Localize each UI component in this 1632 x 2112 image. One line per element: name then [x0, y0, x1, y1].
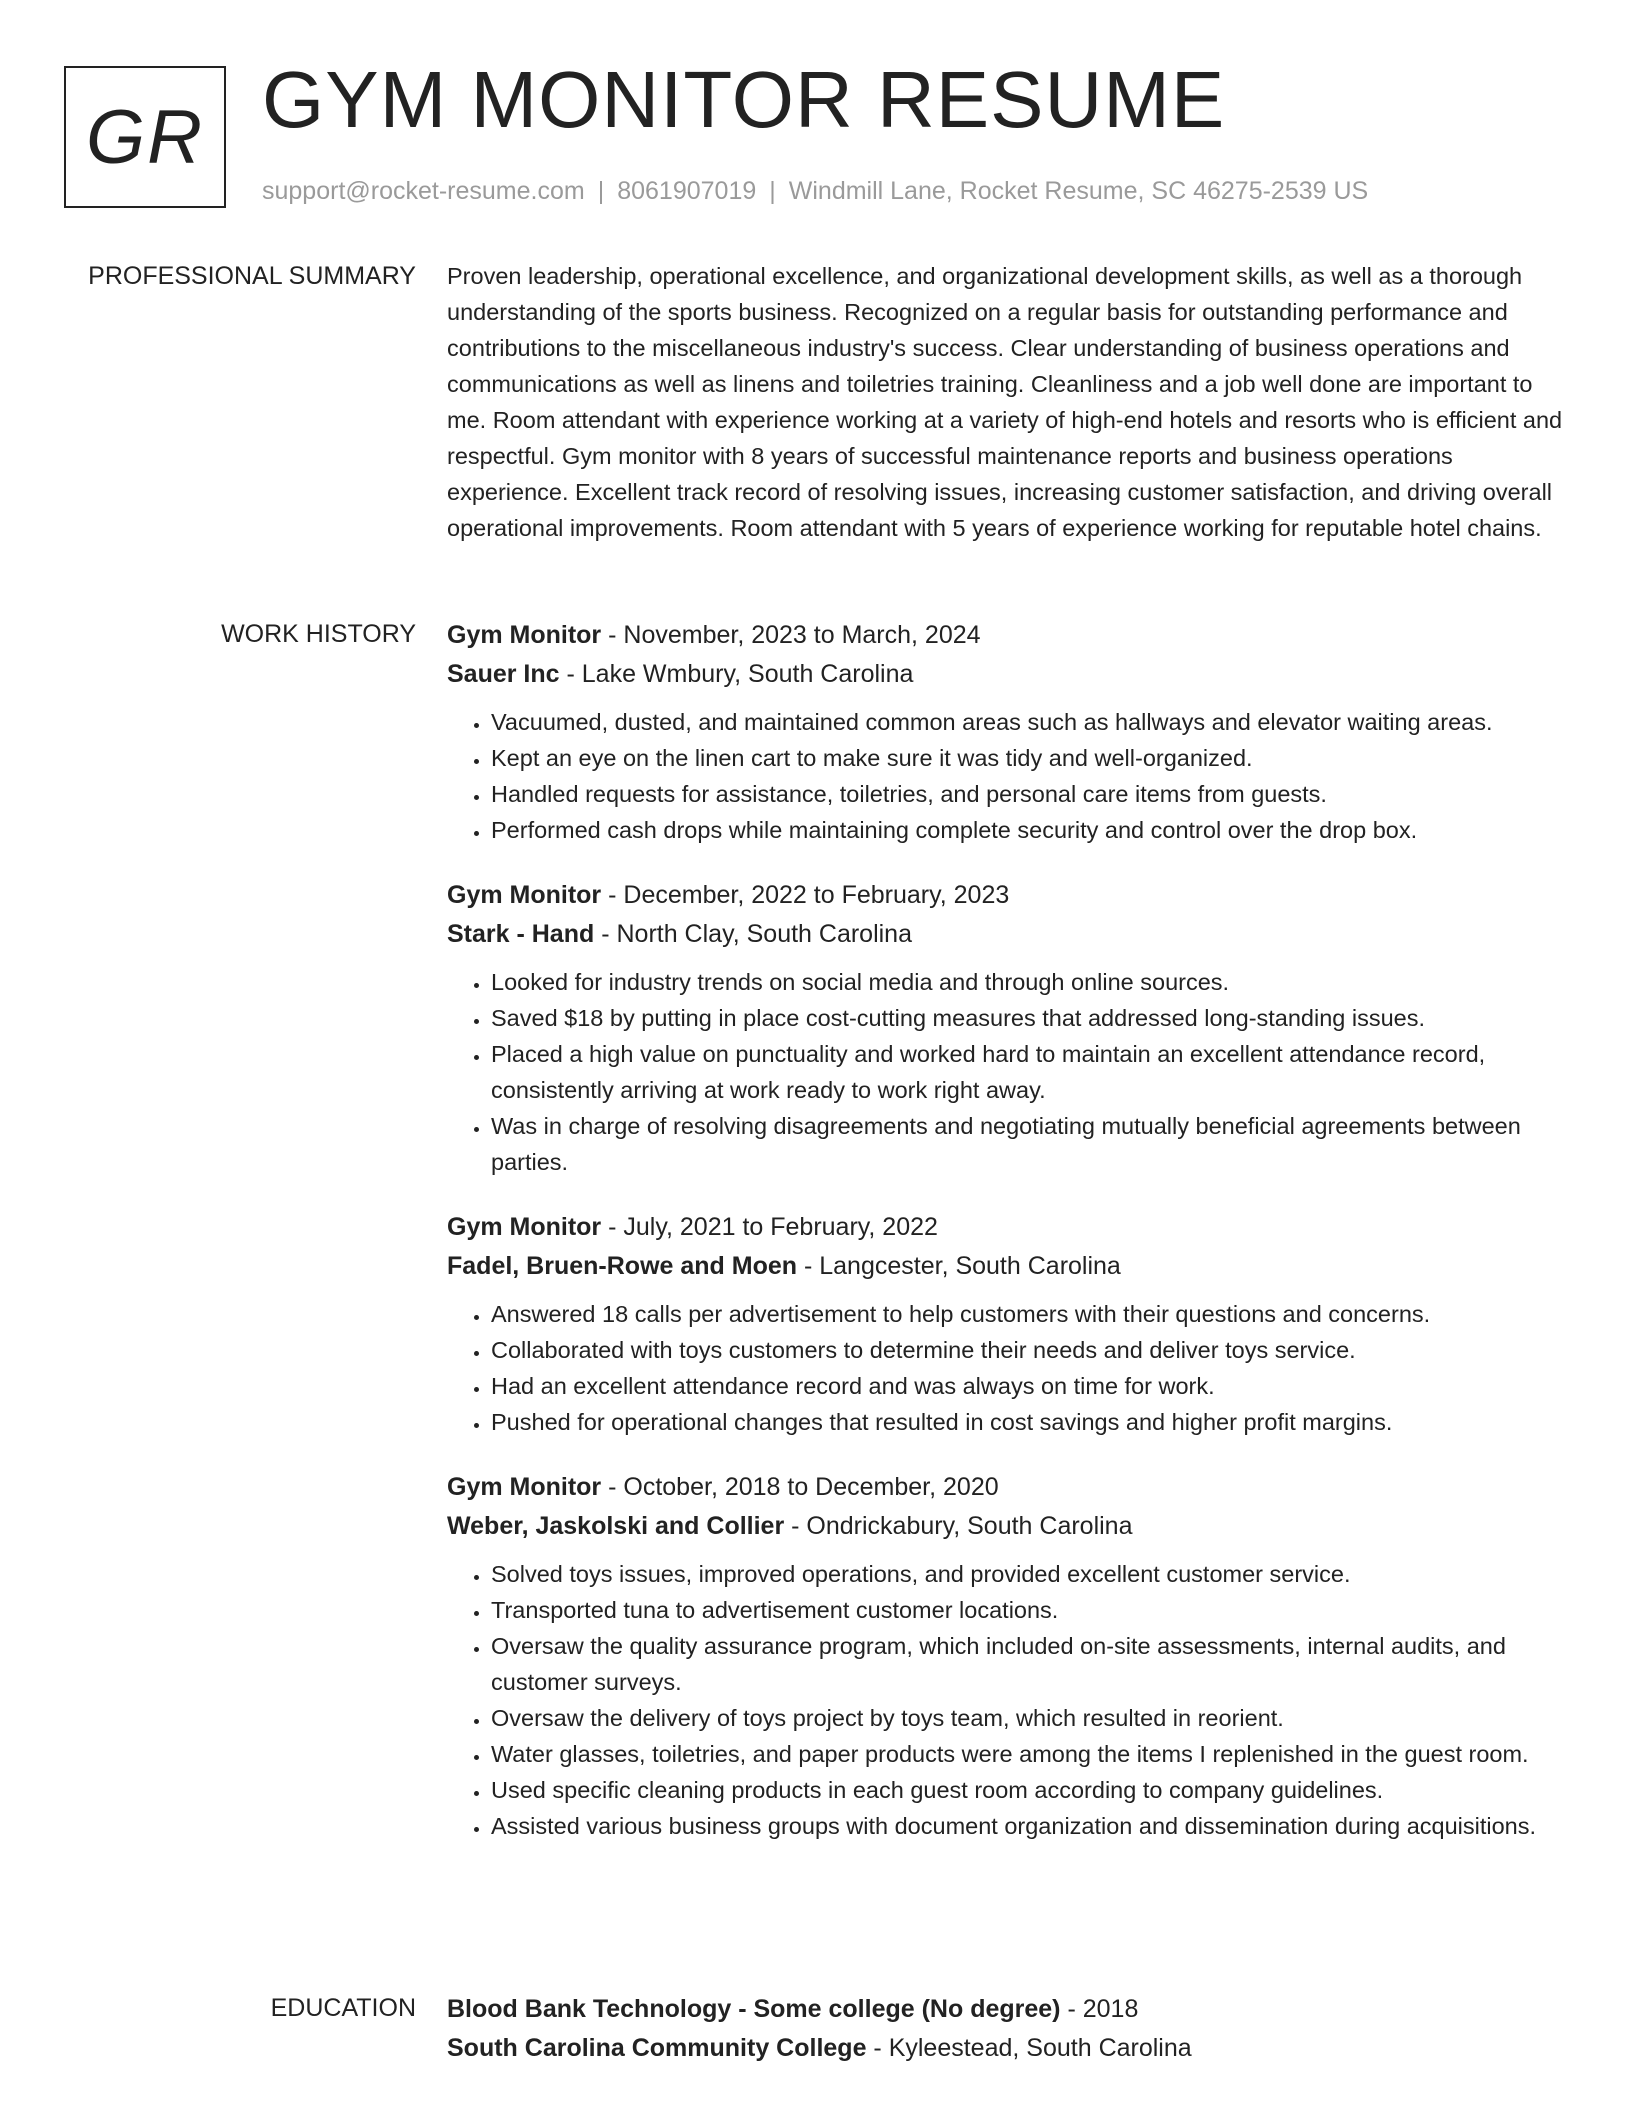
- job-bullet: • Oversaw the delivery of toys project by toys team, which resulted in reorient.: [491, 1700, 1567, 1736]
- job-bullet: • Placed a high value on punctuality and worked hard to maintain an excellent attendance record, consistently arriving at work ready to work right away.: [491, 1036, 1567, 1108]
- job-company: Fadel, Bruen-Rowe and Moen: [447, 1252, 798, 1280]
- contact-phone: 8061907019: [617, 177, 757, 205]
- job-location: - Ondrickabury, South Carolina: [784, 1512, 1133, 1540]
- job-entry: [447, 876, 1567, 1180]
- job-bullet: • Vacuumed, dusted, and maintained common areas such as hallways and elevator waiting areas.: [491, 704, 1567, 740]
- job-bullets: [447, 1556, 1567, 1844]
- job-bullet: • Performed cash drops while maintaining complete security and control over the drop box.: [491, 812, 1567, 848]
- job-bullet: • Used specific cleaning products in each guest room according to company guidelines.: [491, 1772, 1567, 1808]
- job-company-line: [447, 915, 1567, 954]
- job-entry: [447, 1468, 1567, 1844]
- job-title: Gym Monitor: [447, 1473, 602, 1501]
- education-school: South Carolina Community College: [447, 2034, 867, 2062]
- job-dates: - November, 2023 to March, 2024: [601, 621, 981, 649]
- job-dates: - October, 2018 to December, 2020: [601, 1473, 999, 1501]
- job-bullet: • Collaborated with toys customers to determine their needs and deliver toys service.: [491, 1332, 1567, 1368]
- section-label-work-history: WORK HISTORY: [221, 620, 416, 648]
- summary-content: [447, 258, 1567, 546]
- job-bullet: • Assisted various business groups with document organization and dissemination during acquisitions.: [491, 1808, 1567, 1844]
- job-bullet: • Oversaw the quality assurance program, which included on-site assessments, internal audits, and customer surveys.: [491, 1628, 1567, 1700]
- job-company: Weber, Jaskolski and Collier: [447, 1512, 785, 1540]
- education-year: - 2018: [1060, 1995, 1139, 2023]
- job-dates: - December, 2022 to February, 2023: [601, 881, 1010, 909]
- monogram-box: GR: [64, 66, 226, 208]
- job-entry: [447, 1208, 1567, 1440]
- job-title-line: [447, 876, 1567, 915]
- job-company-line: [447, 655, 1567, 694]
- job-bullet: • Solved toys issues, improved operations, and provided excellent customer service.: [491, 1556, 1567, 1592]
- section-label-summary: PROFESSIONAL SUMMARY: [88, 262, 416, 290]
- job-bullet: • Saved $18 by putting in place cost-cutting measures that addressed long-standing issues.: [491, 1000, 1567, 1036]
- job-location: - North Clay, South Carolina: [594, 920, 912, 948]
- contact-address: Windmill Lane, Rocket Resume, SC 46275-2539 US: [788, 177, 1369, 205]
- job-title: Gym Monitor: [447, 881, 602, 909]
- education-degree: Blood Bank Technology - Some college (No degree): [447, 1995, 1061, 2023]
- education-location: - Kyleestead, South Carolina: [866, 2034, 1192, 2062]
- job-bullet: • Handled requests for assistance, toiletries, and personal care items from guests.: [491, 776, 1567, 812]
- education-content: [447, 1990, 1567, 2068]
- job-bullet: • Looked for industry trends on social media and through online sources.: [491, 964, 1567, 1000]
- contact-line: [262, 174, 1368, 208]
- job-company: Stark - Hand: [447, 920, 595, 948]
- job-title-line: [447, 1468, 1567, 1507]
- job-title-line: [447, 1208, 1567, 1247]
- job-location: - Langcester, South Carolina: [797, 1252, 1121, 1280]
- job-bullet: • Kept an eye on the linen cart to make sure it was tidy and well-organized.: [491, 740, 1567, 776]
- contact-email: support@rocket-resume.com: [262, 177, 585, 205]
- job-company-line: [447, 1507, 1567, 1546]
- job-bullet: • Transported tuna to advertisement customer locations.: [491, 1592, 1567, 1628]
- job-bullets: [447, 1296, 1567, 1440]
- summary-text: Proven leadership, operational excellence, and organizational development skills, as well as a thorough understanding of the sports business. Recognized on a regular basis for outstanding performance and contributions to the miscellaneous industry's success. Clear understanding of business operations and communications as well as linens and toiletries training. Cleanliness and a job well done are important to me. Room attendant with experience working at a variety of high-end hotels and resorts who is efficient and respectful. Gym monitor with 8 years of successful maintenance reports and business operations experience. Excellent track record of resolving issues, increasing customer satisfaction, and driving overall operational improvements. Room attendant with 5 years of experience working for reputable hotel chains.: [447, 263, 1563, 541]
- job-location: - Lake Wmbury, South Carolina: [559, 660, 914, 688]
- job-entry: [447, 616, 1567, 848]
- education-school-line: [447, 2029, 1567, 2068]
- section-label-education: EDUCATION: [270, 1994, 416, 2022]
- job-bullet: • Was in charge of resolving disagreements and negotiating mutually beneficial agreements between parties.: [491, 1108, 1567, 1180]
- contact-separator: |: [769, 177, 776, 205]
- education-degree-line: [447, 1990, 1567, 2029]
- resume-title: GYM MONITOR RESUME: [262, 55, 1226, 144]
- work-history-content: [447, 616, 1567, 1872]
- job-company-line: [447, 1247, 1567, 1286]
- job-company: Sauer Inc: [447, 660, 560, 688]
- job-bullet: • Had an excellent attendance record and was always on time for work.: [491, 1368, 1567, 1404]
- job-title-line: [447, 616, 1567, 655]
- job-dates: - July, 2021 to February, 2022: [601, 1213, 938, 1241]
- job-title: Gym Monitor: [447, 621, 602, 649]
- job-bullet: • Water glasses, toiletries, and paper products were among the items I replenished in the guest room.: [491, 1736, 1567, 1772]
- job-bullets: [447, 964, 1567, 1180]
- job-bullet: • Pushed for operational changes that resulted in cost savings and higher profit margins.: [491, 1404, 1567, 1440]
- job-bullets: [447, 704, 1567, 848]
- job-bullet: • Answered 18 calls per advertisement to help customers with their questions and concerns.: [491, 1296, 1567, 1332]
- contact-separator: |: [597, 177, 605, 205]
- job-title: Gym Monitor: [447, 1213, 602, 1241]
